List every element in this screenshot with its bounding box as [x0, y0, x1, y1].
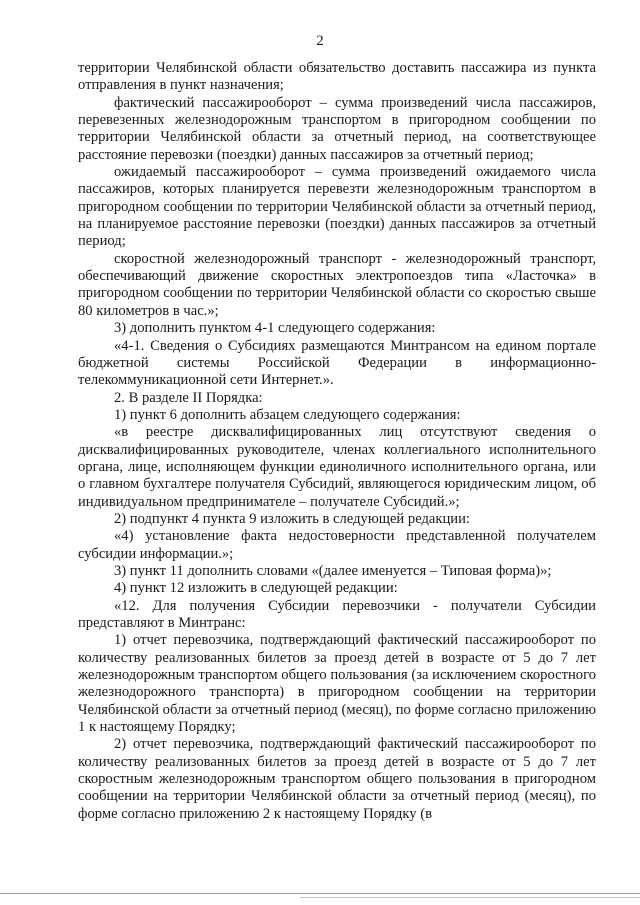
paragraph: фактический пассажирооборот – сумма произведений числа пассажиров, перевезенных железнодорожным транспортом в пригородном сообщении по территории Челябинской области за отчетный период, на соответствующее расстояние перевозки (поездки) данных пассажиров за отчетный период; — [78, 94, 596, 163]
scan-edge-line — [0, 893, 640, 894]
paragraph: «4-1. Сведения о Субсидиях размещаются Минтрансом на едином портале бюджетной системы Российской Федерации в информационно-телекоммуникационной сети Интернет.». — [78, 337, 596, 389]
paragraph: «12. Для получения Субсидии перевозчики - получатели Субсидии представляют в Минтранс: — [78, 597, 596, 631]
paragraph: 2. В разделе II Порядка: — [114, 389, 263, 406]
document-body — [78, 60, 596, 823]
paragraph: «4) установление факта недостоверности представленной получателем субсидии информации.»; — [78, 528, 596, 562]
paragraph: 1) пункт 6 дополнить абзацем следующего содержания: — [114, 406, 461, 423]
paragraph: 3) дополнить пунктом 4-1 следующего содержания: — [114, 320, 436, 337]
scan-edge-line — [300, 897, 640, 898]
paragraph: «в реестре дисквалифицированных лиц отсутствуют сведения о дисквалифицированных руководителе, членах коллегиального исполнительного органа, лице, исполняющем функции единоличного исполнительного органа, или о главном бухгалтере получателя Субсидий, являющегося юридическим лицом, об индивидуальном предпринимателе – получателе Субсидий.»; — [78, 424, 596, 510]
paragraph: 3) пункт 11 дополнить словами «(далее именуется – Типовая форма)»; — [114, 562, 552, 579]
paragraph: 4) пункт 12 изложить в следующей редакции: — [114, 580, 398, 597]
page-number: 2 — [316, 33, 324, 49]
paragraph: скоростной железнодорожный транспорт - железнодорожный транспорт, обеспечивающий движение скоростных электропоездов типа «Ласточка» в пригородном сообщении по территории Челябинской области со скоростью свыше 80 километров в час.»; — [78, 250, 596, 319]
paragraph: 1) отчет перевозчика, подтверждающий фактический пассажирооборот по количеству реализованных билетов за проезд детей в возрасте от 5 до 7 лет железнодорожным транспортом общего пользования (за исключением скоростного железнодорожного транспорта) в пригородном сообщении на территории Челябинской области за отчетный период (месяц), по форме согласно приложению 1 к настоящему Порядку; — [78, 632, 596, 736]
paragraph: ожидаемый пассажирооборот – сумма произведений ожидаемого числа пассажиров, которых планируется перевезти железнодорожным транспортом в пригородном сообщении по территории Челябинской области за отчетный период, на планируемое расстояние перевозки (поездки) данных пассажиров за отчетный период; — [78, 164, 596, 250]
paragraph: 2) подпункт 4 пункта 9 изложить в следующей редакции: — [114, 510, 470, 527]
paragraph: территории Челябинской области обязательство доставить пассажира из пункта отправления в пункт назначения; — [78, 60, 596, 94]
paragraph: 2) отчет перевозчика, подтверждающий фактический пассажирооборот по количеству реализованных билетов за проезд детей в возрасте от 5 до 7 лет скоростным железнодорожным транспортом общего пользования в пригородном сообщении на территории Челябинской области за отчетный период (месяц), по форме согласно приложению 2 к настоящему Порядку (в — [78, 736, 596, 822]
